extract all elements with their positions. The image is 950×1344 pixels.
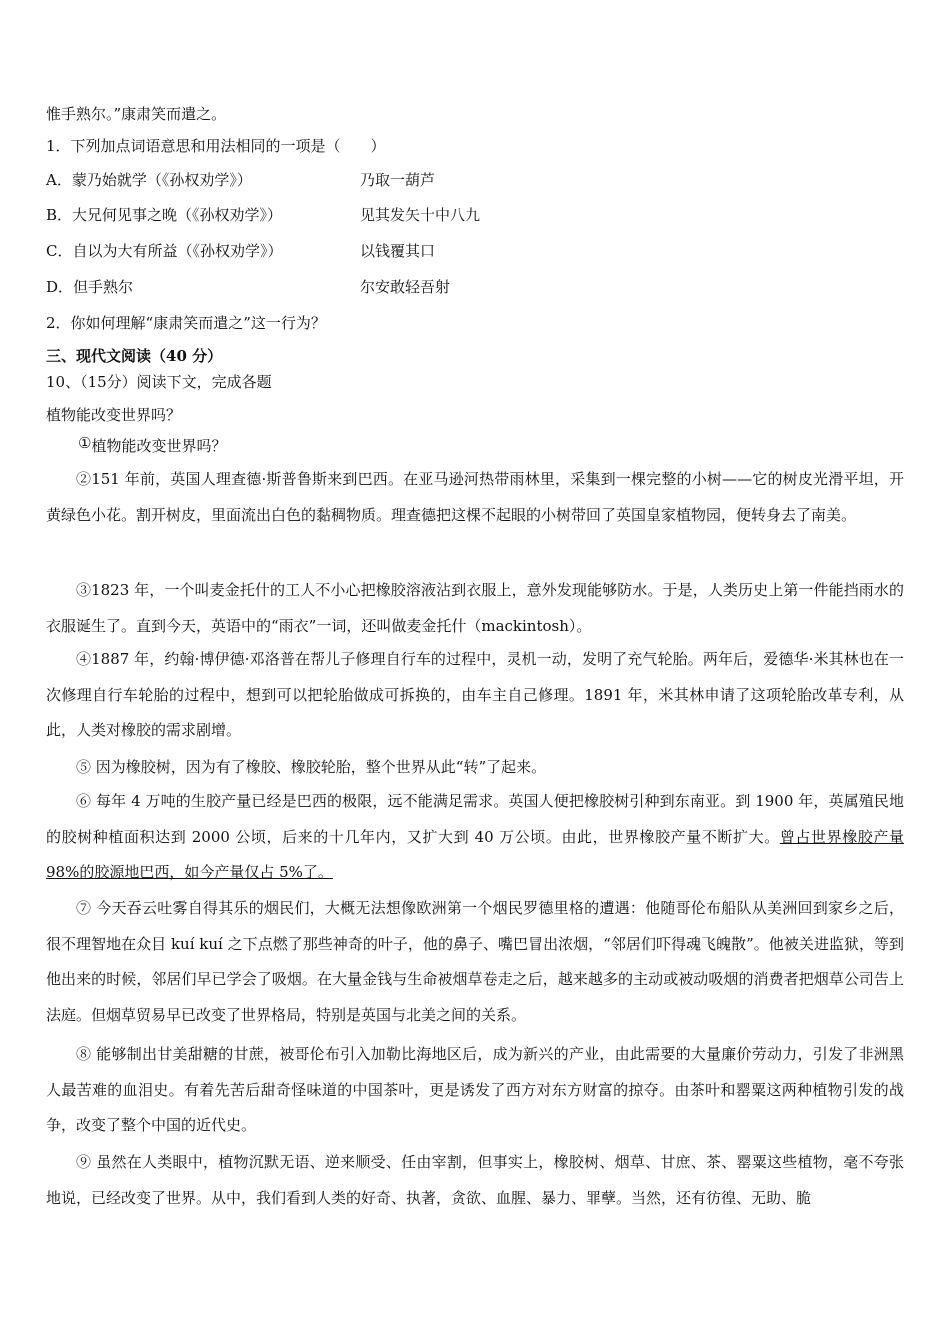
paragraph-1 — [78, 436, 226, 456]
q1-option-d: D．但手熟尔 — [46, 278, 134, 296]
paragraph-6-main: ⑥ 每年 4 万吨的生胶产量已经是巴西的极限，远不能满足需求。英国人便把橡胶树引种到东南亚。到 1900 年，英属殖民地的胶树种植面积达到 2000 公顷，后来的十几年内，又扩大到 40 万公顷。由此，世界橡胶产量不断扩大。 — [46, 792, 904, 846]
paragraph-8: ⑧ 能够制出甘美甜糖的甘蔗，被哥伦布引入加勒比海地区后，成为新兴的产业，由此需要的大量廉价劳动力，引发了非洲黑人最苦难的血泪史。有着先苦后甜奇怪味道的中国茶叶，更是诱发了西方对东方财富的掠夺。由茶叶和罂粟这两种植物引发的战争，改变了整个中国的近代史。 — [46, 1045, 904, 1134]
q1-option-a-compare: 乃取一葫芦 — [360, 171, 436, 189]
q1-option-c: C．自以为大有所益（《孙权劝学》） — [46, 242, 283, 260]
paragraph-7: ⑦ 今天吞云吐雾自得其乐的烟民们，大概无法想像欧洲第一个烟民罗德里格的遭遇：他随哥伦布船队从美洲回到家乡之后，很不理智地在众目 kuí kuí 之下点燃了那些神奇的叶子，他的鼻子、嘴巴冒出浓烟，“邻居们吓得魂飞魄散”。他被关进监狱，等到他出来的时候，邻居们早已学会了吸烟。在大量金钱与生命被烟草卷走之后，越来越多的主动或被动吸烟的消费者把烟草公司告上法庭。但烟草贸易早已改变了世界格局，特别是英国与北美之间的关系。 — [46, 899, 904, 1024]
article-title: 植物能改变世界吗？ — [46, 406, 182, 424]
q10-heading: 10、（15分）阅读下文，完成各题 — [46, 373, 272, 391]
top-line: 惟手熟尔。”康肃笑而遣之。 — [46, 105, 227, 123]
q1-question: 1．下列加点词语意思和用法相同的一项是（ ） — [46, 137, 386, 155]
paragraph-9: ⑨ 虽然在人类眼中，植物沉默无语、逆来顺受、任由宰割，但事实上，橡胶树、烟草、甘庶、茶、罂粟这些植物，毫不夸张地说，已经改变了世界。从中，我们看到人类的好奇、执著，贪欲、血腥、暴力、罪孽。当然，还有彷徨、无助、脆 — [46, 1153, 904, 1207]
q1-option-b-compare: 见其发矢十中八九 — [360, 206, 481, 224]
paragraph-6 — [46, 784, 904, 891]
q2-question: 2．你如何理解“康肃笑而遣之”这一行为？ — [46, 314, 326, 332]
paragraph-6-underlined: 曾占世界橡胶产量 98%的胶源地巴西，如今产量仅占 5%了。 — [46, 827, 904, 881]
paragraph-3: ③1823 年，一个叫麦金托什的工人不小心把橡胶溶液沾到衣服上，意外发现能够防水。于是，人类历史上第一件能挡雨水的衣服诞生了。直到今天，英语中的“雨衣”一词，还叫做麦金托什（mackintosh）。 — [46, 581, 904, 635]
q1-option-c-compare: 以钱覆其口 — [360, 242, 436, 260]
section-heading: 三、现代文阅读（40 分） — [46, 347, 223, 365]
paragraph-2: ②151 年前，英国人理查德·斯普鲁斯来到巴西。在亚马逊河热带雨林里，采集到一棵完整的小树——它的树皮光滑平坦，开黄绿色小花。割开树皮，里面流出白色的黏稠物质。理查德把这棵不起眼的小树带回了英国皇家植物园，便转身去了南美。 — [46, 470, 904, 524]
paragraph-5: ⑤ 因为橡胶树，因为有了橡胶、橡胶轮胎，整个世界从此“转”了起来。 — [76, 758, 547, 776]
paragraph-4: ④1887 年，约翰·博伊德·邓洛普在帮儿子修理自行车的过程中，灵机一动，发明了充气轮胎。两年后，爱德华·米其林也在一次修理自行车轮胎的过程中，想到可以把轮胎做成可拆换的，由车主自己修理。1891 年，米其林申请了这项轮胎改革专利，从此，人类对橡胶的需求剧增。 — [46, 650, 904, 739]
q1-option-a: A．蒙乃始就学（《孙权劝学》） — [46, 171, 252, 189]
q1-option-d-compare: 尔安敢轻吾射 — [360, 278, 451, 296]
paragraph-1-number: ① — [78, 434, 92, 452]
q1-option-b: B．大兄何见事之晚（《孙权劝学》） — [46, 206, 283, 224]
paragraph-1-text: 植物能改变世界吗？ — [91, 437, 227, 455]
